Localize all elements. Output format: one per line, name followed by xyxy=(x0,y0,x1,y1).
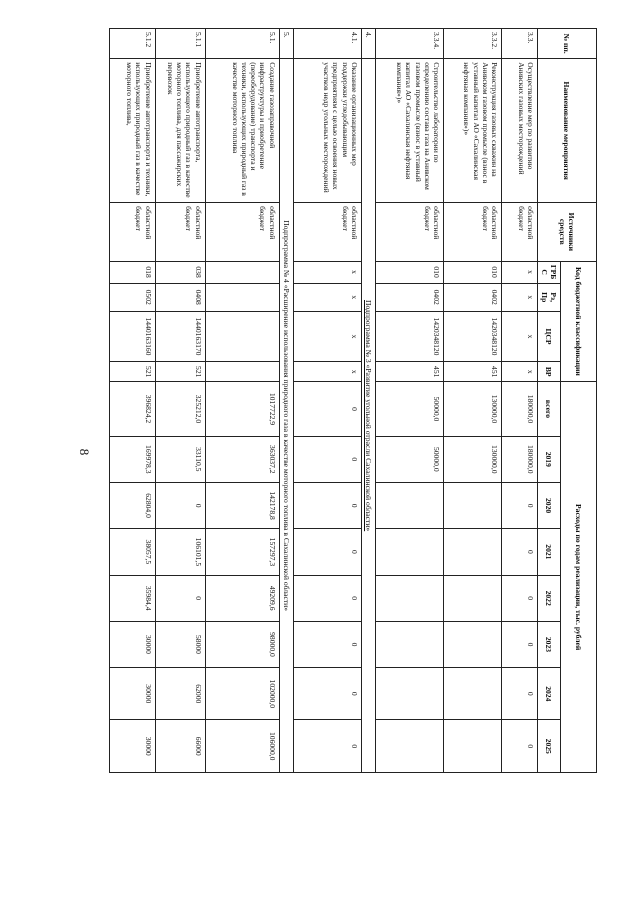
header-2025: 2025 xyxy=(537,720,560,773)
cell-vr: х xyxy=(501,362,537,382)
cell-grbs: х xyxy=(501,261,537,283)
section-row xyxy=(361,29,375,773)
header-vr: ВР xyxy=(537,362,560,382)
cell-y2024: 102000,0 xyxy=(205,668,279,720)
header-expenses: Расходы по годам реализации, тыс. рублей xyxy=(561,382,597,773)
cell-name: Создание газозаправочной инфраструктуры и приобретение (переоборудование) транспорта и техники, использующих природный газ в качестве моторного топлива xyxy=(205,59,279,203)
section-row xyxy=(279,29,293,773)
cell-y2023: 0 xyxy=(501,621,537,667)
cell-rzpr: х xyxy=(501,283,537,311)
table-row xyxy=(443,29,501,773)
cell-rzpr: 0502 xyxy=(109,283,155,311)
cell-rzpr: х xyxy=(293,283,361,311)
header-num: № пп. xyxy=(537,29,596,59)
cell-y2023 xyxy=(443,621,501,667)
cell-y2021: 157297,3 xyxy=(205,529,279,575)
cell-num: 5.1. xyxy=(205,29,279,59)
cell-vr xyxy=(205,362,279,382)
cell-y2022 xyxy=(443,575,501,621)
cell-total: 325212,0 xyxy=(155,382,205,436)
cell-grbs: 010 xyxy=(443,261,501,283)
table-row xyxy=(375,29,443,773)
cell-y2024: 0 xyxy=(501,668,537,720)
cell-vr: х xyxy=(293,362,361,382)
cell-y2024 xyxy=(375,668,443,720)
cell-source: областной бюджет xyxy=(155,203,205,261)
cell-num: 3.3.4. xyxy=(375,29,443,59)
section-title-text: Подпрограмма № 4 «Расширение использования природного газа в качестве моторного топлива в Сахалинской области» xyxy=(281,220,291,611)
cell-num: 3.3.2. xyxy=(443,29,501,59)
cell-source: областной бюджет xyxy=(443,203,501,261)
cell-y2019: 169978,3 xyxy=(109,436,155,482)
header-total: всего xyxy=(537,382,560,436)
cell-y2019: 50000,0 xyxy=(375,436,443,482)
section-num: 4. xyxy=(361,29,375,59)
header-name: Наименование мероприятия xyxy=(537,59,596,203)
cell-y2024: 62000 xyxy=(155,668,205,720)
cell-num: 5.1.1 xyxy=(155,29,205,59)
cell-y2025 xyxy=(375,720,443,773)
cell-vr: 451 xyxy=(443,362,501,382)
header-2019: 2019 xyxy=(537,436,560,482)
cell-y2024 xyxy=(443,668,501,720)
cell-name: Приобретение автотранспорта и техники, использующих природный газ в качестве моторного топлива, xyxy=(109,59,155,203)
cell-y2023 xyxy=(375,621,443,667)
cell-y2025: 106000,0 xyxy=(205,720,279,773)
cell-y2022: 0 xyxy=(501,575,537,621)
cell-csr: х xyxy=(501,311,537,361)
cell-y2019: 180000,0 xyxy=(501,436,537,482)
cell-total: 130000,0 xyxy=(443,382,501,436)
cell-y2020 xyxy=(443,482,501,528)
section-num: 5. xyxy=(279,29,293,59)
cell-grbs xyxy=(205,261,279,283)
cell-y2025: 66000 xyxy=(155,720,205,773)
table-row xyxy=(293,29,361,773)
cell-y2021 xyxy=(443,529,501,575)
table-row xyxy=(155,29,205,773)
header-grbs: ГРБС xyxy=(537,261,560,283)
cell-name: Строительство лаборатории по определению состава газа на Анивском газовом промысле (взнос в уставный капитал АО «Сахалинская нефтяная компания»)» xyxy=(375,59,443,203)
cell-name: Приобретение автотранспорта, использующего природный газ в качестве моторного топлива, для пассажирских перевозок xyxy=(155,59,205,203)
header-rzpr: Рз, Пр xyxy=(537,283,560,311)
cell-vr: 451 xyxy=(375,362,443,382)
cell-grbs: 038 xyxy=(155,261,205,283)
table-row xyxy=(501,29,537,773)
section-title xyxy=(279,59,293,773)
cell-y2019: 33110,5 xyxy=(155,436,205,482)
table-body xyxy=(109,29,537,773)
cell-name: Осуществление мер по развитию Анивских газовых месторождений xyxy=(501,59,537,203)
cell-y2020: 0 xyxy=(293,482,361,528)
cell-grbs: 010 xyxy=(375,261,443,283)
cell-source: областной бюджет xyxy=(293,203,361,261)
cell-y2024: 30000 xyxy=(109,668,155,720)
cell-rzpr: 0402 xyxy=(443,283,501,311)
cell-csr: 1440163170 xyxy=(155,311,205,361)
cell-source: областной бюджет xyxy=(205,203,279,261)
cell-source: областной бюджет xyxy=(375,203,443,261)
cell-total: 180000,0 xyxy=(501,382,537,436)
cell-total: 50000,0 xyxy=(375,382,443,436)
cell-source: областной бюджет xyxy=(109,203,155,261)
header-csr: ЦСР xyxy=(537,311,560,361)
cell-y2025: 0 xyxy=(501,720,537,773)
cell-y2022: 0 xyxy=(155,575,205,621)
cell-total: 1017722,9 xyxy=(205,382,279,436)
cell-y2022: 35984,4 xyxy=(109,575,155,621)
cell-y2025: 0 xyxy=(293,720,361,773)
cell-y2019: 130000,0 xyxy=(443,436,501,482)
expenses-table xyxy=(109,28,597,773)
cell-y2021: 38057,5 xyxy=(109,529,155,575)
cell-csr: 1420348120 xyxy=(375,311,443,361)
cell-y2020: 0 xyxy=(155,482,205,528)
cell-y2023: 0 xyxy=(293,621,361,667)
cell-total: 0 xyxy=(293,382,361,436)
header-2021: 2021 xyxy=(537,529,560,575)
cell-y2023: 58000 xyxy=(155,621,205,667)
cell-grbs: 018 xyxy=(109,261,155,283)
header-source: Источники средств xyxy=(537,203,596,261)
cell-rzpr xyxy=(205,283,279,311)
cell-y2025 xyxy=(443,720,501,773)
cell-y2019: 363037,2 xyxy=(205,436,279,482)
cell-y2023: 30000 xyxy=(109,621,155,667)
cell-csr: х xyxy=(293,311,361,361)
cell-y2021: 0 xyxy=(293,529,361,575)
header-2022: 2022 xyxy=(537,575,560,621)
table-row xyxy=(205,29,279,773)
cell-source: областной бюджет xyxy=(501,203,537,261)
rotated-table-container xyxy=(125,28,597,773)
header-2020: 2020 xyxy=(537,482,560,528)
section-title xyxy=(361,59,375,773)
table-row xyxy=(109,29,155,773)
cell-y2020: 142178,8 xyxy=(205,482,279,528)
page-number: 8 xyxy=(77,448,92,456)
cell-y2019: 0 xyxy=(293,436,361,482)
cell-y2020: 0 xyxy=(501,482,537,528)
cell-vr: 521 xyxy=(155,362,205,382)
cell-num: 5.1.2 xyxy=(109,29,155,59)
cell-csr: 1420348120 xyxy=(443,311,501,361)
cell-grbs: х xyxy=(293,261,361,283)
cell-y2020 xyxy=(375,482,443,528)
header-budget-code: Код бюджетной классификации xyxy=(561,261,597,382)
cell-y2022 xyxy=(375,575,443,621)
cell-y2022: 49209,6 xyxy=(205,575,279,621)
cell-y2022: 0 xyxy=(293,575,361,621)
header-2024: 2024 xyxy=(537,668,560,720)
header-2023: 2023 xyxy=(537,621,560,667)
cell-name: Оказание организационных мер поддержки угледобывающим предприятиям с целью освоения новых участков недр угольных месторождений xyxy=(293,59,361,203)
cell-num: 3.3. xyxy=(501,29,537,59)
cell-csr: 1440163160 xyxy=(109,311,155,361)
cell-rzpr: 0408 xyxy=(155,283,205,311)
cell-y2021: 106101,5 xyxy=(155,529,205,575)
cell-num: 4.1. xyxy=(293,29,361,59)
cell-rzpr: 0402 xyxy=(375,283,443,311)
cell-y2023: 98000,0 xyxy=(205,621,279,667)
cell-y2021 xyxy=(375,529,443,575)
cell-y2020: 62804,0 xyxy=(109,482,155,528)
cell-vr: 521 xyxy=(109,362,155,382)
cell-y2021: 0 xyxy=(501,529,537,575)
cell-total: 396824,2 xyxy=(109,382,155,436)
cell-y2024: 0 xyxy=(293,668,361,720)
cell-csr xyxy=(205,311,279,361)
cell-y2025: 30000 xyxy=(109,720,155,773)
section-title-text: Подпрограмма № 3 «Развитие угольной отрасли Сахалинской области» xyxy=(363,299,373,532)
cell-name: Реконструкция газовых скважин на Анивском газовом промысле (взнос в уставный капитал АО «Сахалинская нефтяная компания»)» xyxy=(443,59,501,203)
